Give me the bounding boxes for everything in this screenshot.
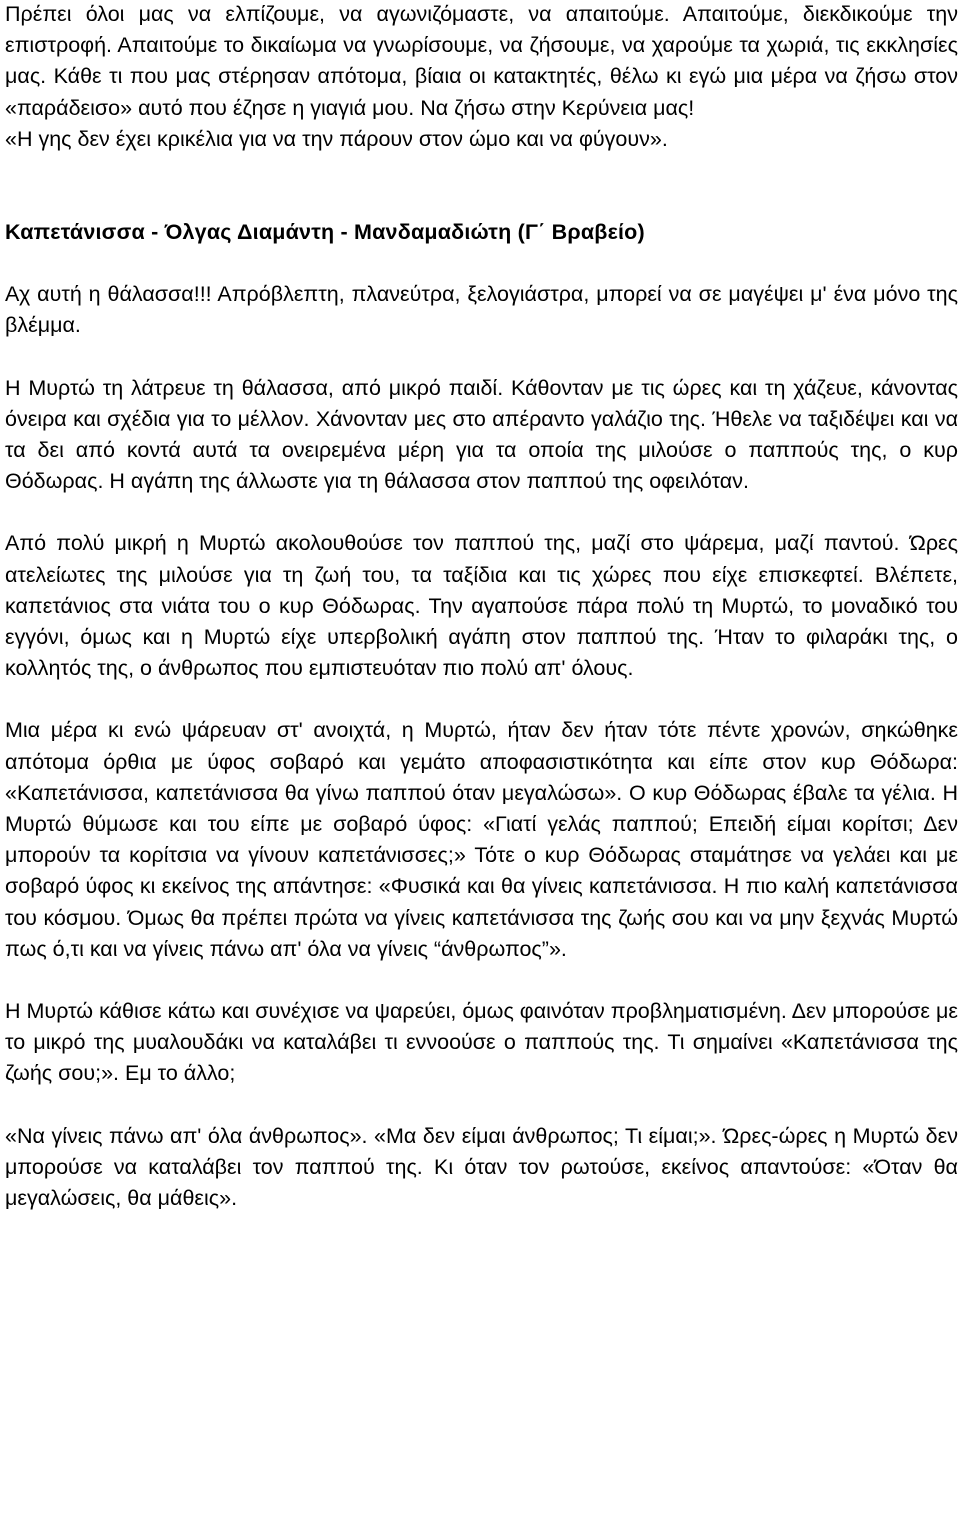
intro-quote: «Η γης δεν έχει κρικέλια για να την πάρουν στον ώμο και να φύγουν». <box>5 126 668 151</box>
document-page <box>5 0 958 1214</box>
story-paragraph: Η Μυρτώ κάθισε κάτω και συνέχισε να ψαρεύει, όμως φαινόταν προβληματισμένη. Δεν μπορούσε με το μικρό της μυαλουδάκι να καταλάβει τι εννοούσε ο παππούς της. Τι σημαίνει «Καπετάνισσα της ζωής σου;». Εμ το άλλο; <box>5 999 958 1086</box>
story-paragraph: Από πολύ μικρή η Μυρτώ ακολουθούσε τον παππού της, μαζί στο ψάρεμα, μαζί παντού. Ώρες ατελείωτες της μιλούσε για τη ζωή του, τα ταξίδια και τις χώρες που είχε επισκεφτεί. Βλέπετε, καπετάνιος στα νιάτα του ο κυρ Θόδωρας. Την αγαπούσε πάρα πολύ τη Μυρτώ, το μοναδικό του εγγόνι, όμως και η Μυρτώ είχε υπερβολική αγάπη στον παππού της. Ήταν το φιλαράκι της, ο κολλητός της, ο άνθρωπος που εμπιστευόταν πιο πολύ απ' όλους. <box>5 531 958 681</box>
intro-paragraph: Πρέπει όλοι μας να ελπίζουμε, να αγωνιζόμαστε, να απαιτούμε. Απαιτούμε, διεκδικούμε την επιστροφή. Απαιτούμε το δικαίωμα να γνωρίσουμε, να ζήσουμε, να χαρούμε τα χωριά, τις εκκλησίες μας. Κάθε τι που μας στέρησαν απότομα, βίαια οι κατακτητές, θέλω κι εγώ μια μέρα να ζήσω στον «παράδεισο» αυτό που έζησε η γιαγιά μου. Να ζήσω στην Κερύνεια μας! <box>5 2 958 120</box>
paragraph-spacer <box>5 684 958 715</box>
paragraph-spacer <box>5 1090 958 1121</box>
paragraph-spacer <box>5 342 958 373</box>
story-paragraph: «Να γίνεις πάνω απ' όλα άνθρωπος». «Μα δεν είμαι άνθρωπος; Τι είμαι;». Ώρες-ώρες η Μυρτώ δεν μπορούσε να καταλάβει τον παππού της. Κι όταν τον ρωτούσε, εκείνος απαντούσε: «Όταν θα μεγαλώσεις, θα μάθεις». <box>5 1123 958 1211</box>
title-spacer <box>5 248 958 279</box>
paragraph-spacer <box>5 965 958 996</box>
story-title: Καπετάνισσα - Όλγας Διαμάντη - Μανδαμαδιώτη (Γ΄ Βραβείο) <box>5 220 645 245</box>
story-paragraph: Αχ αυτή η θάλασσα!!! Απρόβλεπτη, πλανεύτρα, ξελογιάστρα, μπορεί να σε μαγέψει μ' ένα μόνο της βλέμμα. <box>5 282 958 338</box>
section-spacer <box>5 155 958 217</box>
story-paragraph: Η Μυρτώ τη λάτρευε τη θάλασσα, από μικρό παιδί. Κάθονταν με τις ώρες και τη χάζευε, κάνοντας όνειρα και σχέδια για το μέλλον. Χάνονταν μες στο απέραντο γαλάζιο της. Ήθελε να ταξιδέψει και να τα δει από κοντά αυτά τα ονειρεμένα μέρη για τα οποία της μιλούσε ο παππούς της, ο κυρ Θόδωρας. Η αγάπη της άλλωστε για τη θάλασσα στον παππού της οφειλόταν. <box>5 375 958 494</box>
story-paragraph: Μια μέρα κι ενώ ψάρευαν στ' ανοιχτά, η Μυρτώ, ήταν δεν ήταν τότε πέντε χρονών, σηκώθηκε απότομα όρθια με ύφος σοβαρό και γεμάτο αποφασιστικότητα και είπε στον κυρ Θόδωρα: «Καπετάνισσα, καπετάνισσα θα γίνω παππού όταν μεγαλώσω». Ο κυρ Θόδωρας έβαλε τα γέλια. Η Μυρτώ θύμωσε και του είπε με σοβαρό ύφος: «Γιατί γελάς παππού; Επειδή είμαι κορίτσι; Δεν μπορούν τα κορίτσια να γίνουν καπετάνισσες;» Τότε ο κυρ Θόδωρας σταμάτησε να γελάει και με σοβαρό ύφος κι εκείνος της απάντησε: «Φυσικά και θα γίνεις καπετάνισσα. Η πιο καλή καπετάνισσα του κόσμου. Όμως θα πρέπει πρώτα να γίνεις καπετάνισσα της ζωής σου και να μην ξεχνάς Μυρτώ πως ό,τι και να γίνεις πάνω απ' όλα να γίνεις “άνθρωπος”». <box>5 718 958 961</box>
paragraph-spacer <box>5 497 958 528</box>
